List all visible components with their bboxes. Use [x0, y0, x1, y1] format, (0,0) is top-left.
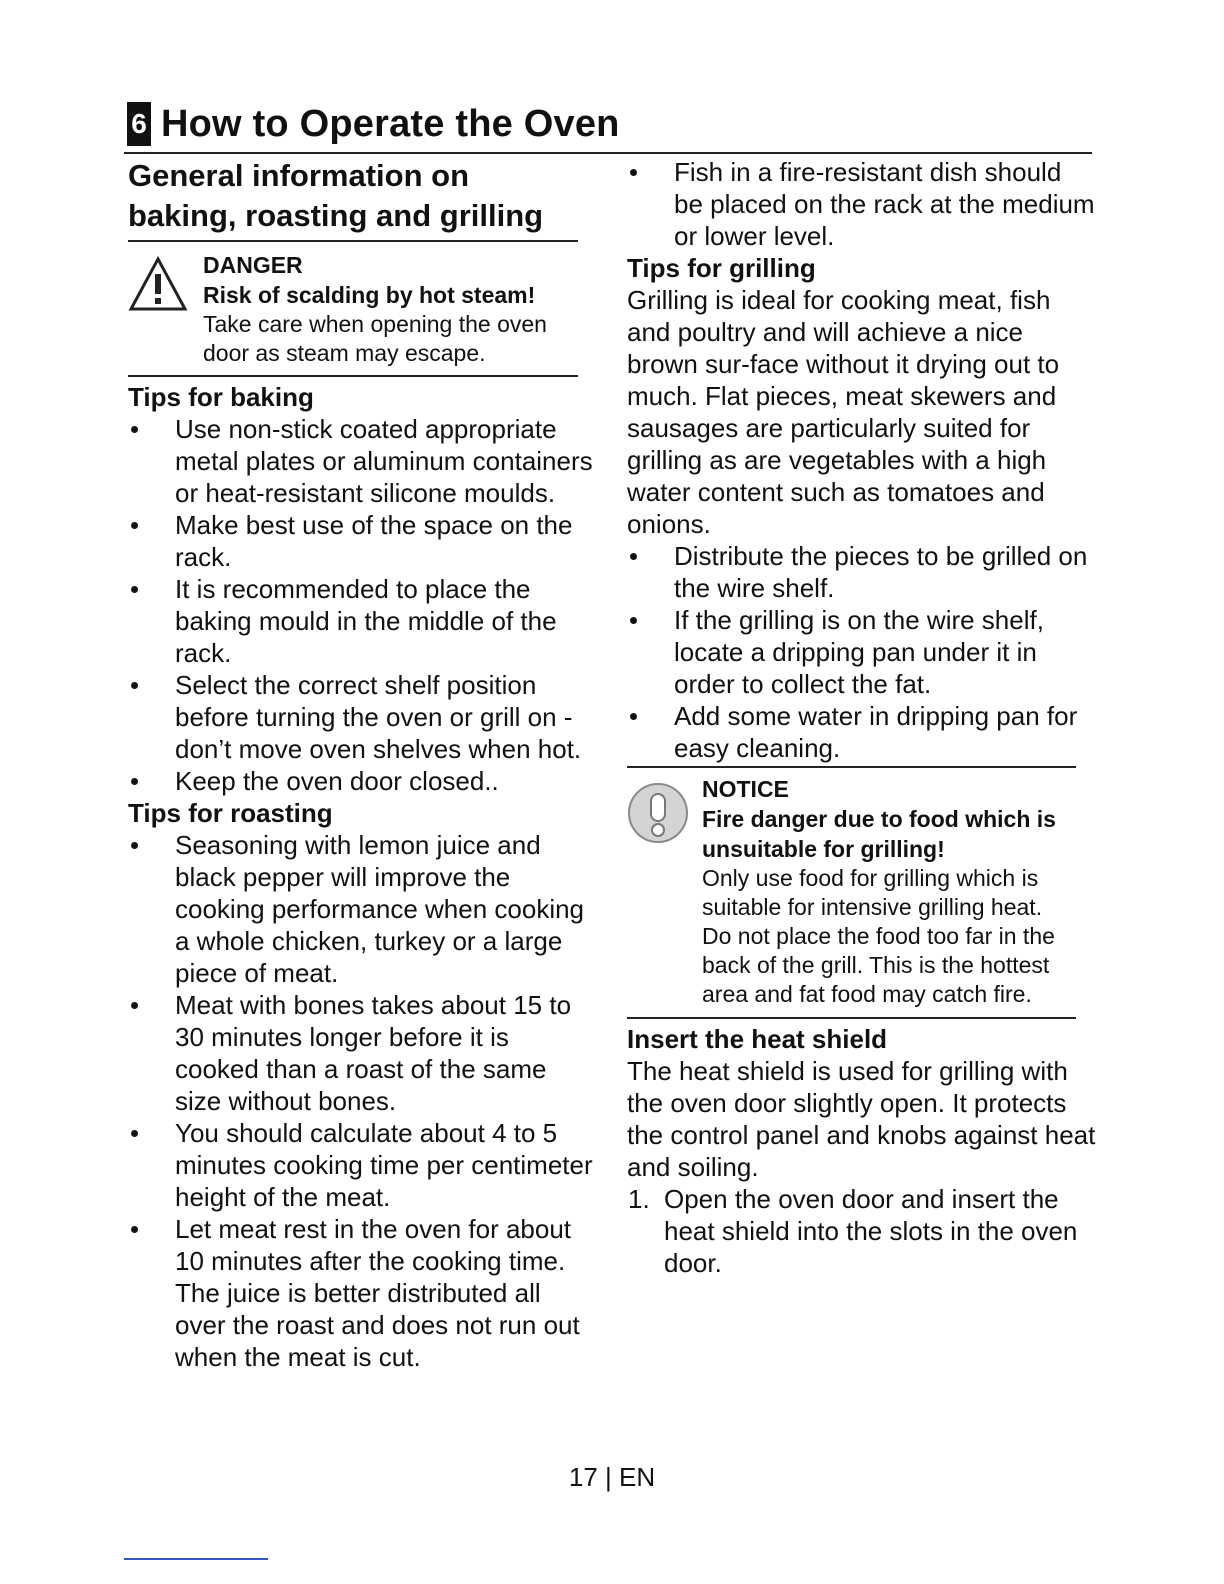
list-item: You should calculate about 4 to 5 minutes cooking time per centimeter height of the meat. — [128, 1117, 598, 1213]
notice-headline: Fire danger due to food which is unsuitable for grilling! — [702, 806, 1056, 862]
footer-rule — [124, 1558, 268, 1560]
list-item: Seasoning with lemon juice and black pepper will improve the cooking performance when cooking a whole chicken, turkey or a large piece of meat. — [128, 829, 598, 989]
section-title: General information on baking, roasting and grilling — [128, 156, 578, 242]
danger-callout — [128, 250, 578, 377]
heat-shield-steps — [627, 1183, 1097, 1279]
heat-shield-title: Insert the heat shield — [627, 1024, 888, 1054]
list-item: It is recommended to place the baking mould in the middle of the rack. — [128, 573, 598, 669]
list-item: Keep the oven door closed.. — [128, 765, 598, 797]
list-item: Distribute the pieces to be grilled on the wire shelf. — [627, 540, 1097, 604]
list-item: Select the correct shelf position before turning the oven or grill on - don’t move oven shelves when hot. — [128, 669, 598, 765]
roasting-title: Tips for roasting — [128, 798, 333, 828]
list-item: Use non-stick coated appropriate metal plates or aluminum containers or heat-resistant silicone moulds. — [128, 413, 598, 509]
list-item: If the grilling is on the wire shelf, locate a dripping pan under it in order to collect the fat. — [627, 604, 1097, 700]
chapter-header — [127, 98, 620, 150]
baking-list — [128, 413, 598, 797]
chapter-divider — [124, 152, 1092, 154]
right-column — [627, 156, 1097, 1279]
list-item: Add some water in dripping pan for easy cleaning. — [627, 700, 1097, 764]
roasting-list — [128, 829, 598, 1373]
warning-triangle-icon — [128, 256, 188, 312]
danger-headline: Risk of scalding by hot steam! — [203, 282, 536, 308]
notice-callout — [627, 766, 1076, 1019]
danger-label: DANGER — [203, 252, 303, 278]
step-text: Open the oven door and insert the heat shield into the slots in the oven door. — [664, 1184, 1078, 1278]
baking-title: Tips for baking — [128, 382, 314, 412]
notice-text: Only use food for grilling which is suitable for intensive grilling heat. Do not place the food too far in the back of the grill. This is the hottest area and fat food may catch fire. — [702, 865, 1055, 1007]
step-number: 1. — [628, 1184, 650, 1214]
heat-shield-paragraph: The heat shield is used for grilling with the oven door slightly open. It protects the control panel and knobs against heat and soiling. — [627, 1056, 1096, 1182]
chapter-number: 6 — [127, 102, 151, 146]
list-item: Meat with bones takes about 15 to 30 minutes longer before it is cooked than a roast of the same size without bones. — [128, 989, 598, 1117]
chapter-title: How to Operate the Oven — [161, 102, 620, 145]
list-item: Let meat rest in the oven for about 10 minutes after the cooking time. The juice is better distributed all over the roast and does not run out when the meat is cut. — [128, 1213, 598, 1373]
grilling-list — [627, 540, 1097, 764]
danger-text: Take care when opening the oven door as steam may escape. — [203, 311, 547, 366]
page-number: 17 | EN — [568, 1462, 656, 1492]
carry-over-list — [627, 156, 1097, 252]
left-column — [128, 156, 598, 1373]
step-item — [627, 1183, 1097, 1279]
grilling-title: Tips for grilling — [627, 253, 816, 283]
exclamation-circle-icon — [627, 782, 689, 844]
list-item: Make best use of the space on the rack. — [128, 509, 598, 573]
grilling-paragraph: Grilling is ideal for cooking meat, fish and poultry and will achieve a nice brown sur-face without it drying out to much. Flat pieces, meat skewers and sausages are particularly suited for grilling as are vegetables with a high water content such as tomatoes and onions. — [627, 285, 1060, 539]
notice-label: NOTICE — [702, 776, 789, 802]
list-item: Fish in a fire-resistant dish should be placed on the rack at the medium or lower level. — [627, 156, 1097, 252]
